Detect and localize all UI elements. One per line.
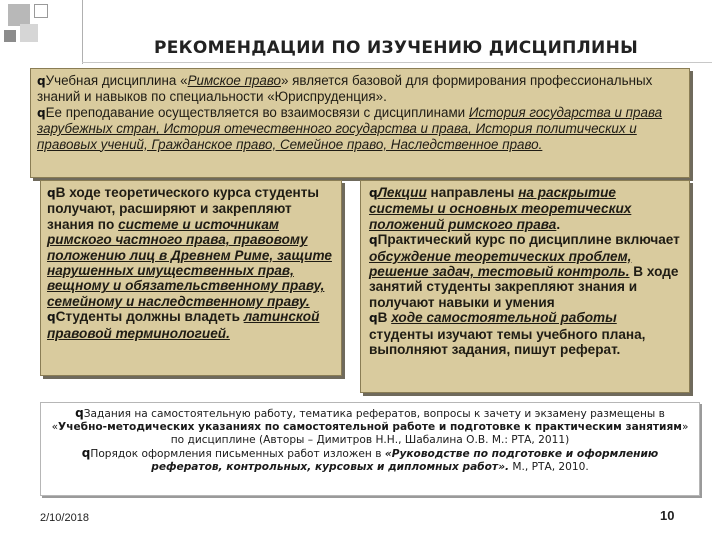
intro-panel bbox=[30, 68, 690, 178]
bullet-icon: q bbox=[75, 406, 84, 420]
theory-panel bbox=[40, 180, 342, 376]
bullet-icon: q bbox=[369, 311, 378, 326]
bullet-icon: q bbox=[47, 186, 56, 200]
discipline-name: Римское право bbox=[187, 73, 282, 88]
bullet-icon: q bbox=[37, 105, 46, 120]
slide-title: РЕКОМЕНДАЦИИ ПО ИЗУЧЕНИЮ ДИСЦИПЛИНЫ bbox=[153, 38, 639, 58]
theory-paragraph-1: qВ ходе теоретического курса студенты получают, расширяют и закрепляют знания по системе и источникам римского частного права, правовому положению лиц в Древнем Риме, защите нарушенных имущественных прав, вещному и обязательственному праву, семейному и наследственному праву. bbox=[47, 185, 332, 309]
practice-panel bbox=[360, 180, 690, 393]
bullet-icon: q bbox=[47, 310, 56, 325]
theory-topics: системе и источникам римского частного права, правовому положению лиц в Древнем Риме, защите нарушенных имущественных прав, вещному и обязательственному праву, семейному и наследственному праву. bbox=[47, 216, 332, 309]
bullet-icon: q bbox=[37, 74, 46, 88]
decor-square bbox=[20, 24, 38, 42]
intro-paragraph-1: qУчебная дисциплина «Римское право» является базовой для формирования профессиональных знаний и навыков по специальности «Юриспруденция». bbox=[37, 73, 653, 105]
bullet-icon: q bbox=[81, 446, 91, 460]
bullet-icon: q bbox=[369, 233, 378, 248]
decor-vertical-line bbox=[82, 0, 83, 64]
decor-horizontal-line bbox=[82, 62, 712, 63]
practice-paragraph-3: qВ ходе самостоятельной работы студенты изучают темы учебного плана, выполняют задания, пишут реферат. bbox=[369, 310, 646, 358]
practice-paragraph-2: qПрактический курс по дисциплине включает обсуждение теоретических проблем, решение задач, тестовый контроль. В ходе занятий студенты закрепляют знания и получают навыки и умения bbox=[369, 232, 680, 310]
theory-paragraph-2: qСтуденты должны владеть латинской правовой терминологией. bbox=[47, 309, 320, 341]
decor-square bbox=[8, 4, 30, 26]
page-number: 10 bbox=[660, 508, 675, 523]
practice-paragraph-1: qЛекции направлены на раскрытие системы и основных теоретических положений римского права. bbox=[369, 185, 632, 232]
bullet-icon: q bbox=[369, 186, 378, 200]
intro-paragraph-2: qЕе преподавание осуществляется во взаимосвязи с дисциплинами История государства и права зарубежных стран, История отечественного государства и права, История политических и правовых учений, Гражданское право, Семейное право, Наследственное право. bbox=[37, 104, 663, 152]
decor-square bbox=[4, 30, 16, 42]
slide-date: 2/10/2018 bbox=[40, 512, 89, 524]
related-disciplines: История государства и права зарубежных стран, История отечественного государства и права, История политических и правовых учений, Гражданское право, Семейное право, Наследственное право. bbox=[37, 104, 663, 152]
writing-guide-paragraph: qПорядок оформления письменных работ изложен в «Руководстве по подготовке и оформлению рефератов, контрольных, курсовых и дипломных работ». М., РТА, 2010. bbox=[81, 446, 659, 473]
decor-square bbox=[34, 4, 48, 18]
assignments-box bbox=[40, 402, 700, 496]
latin-terminology: латинской правовой терминологией. bbox=[47, 309, 320, 341]
assignments-paragraph: qЗадания на самостоятельную работу, тематика рефератов, вопросы к зачету и экзамену размещены в «Учебно-методических указаниях по самостоятельной работе и подготовке к практическим занятиям» по дисциплине (Авторы – Димитров Н.Н., Шабалина О.В. М.: РТА, 2011) bbox=[51, 406, 689, 446]
